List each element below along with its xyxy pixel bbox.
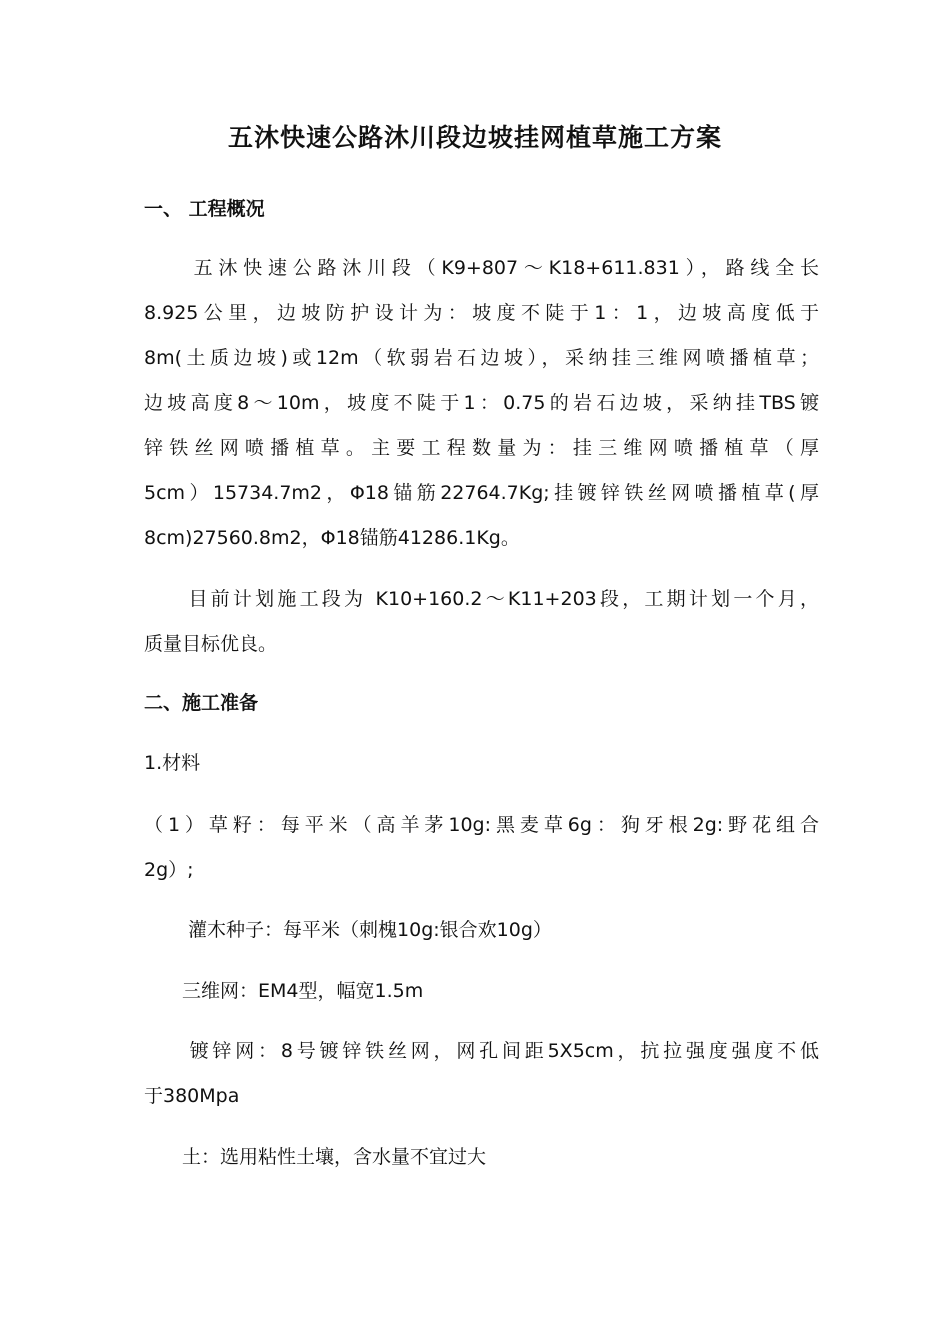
document-title: 五沐快速公路沐川段边坡挂网植草施工方案 xyxy=(227,123,722,152)
text-line: 锌铁丝网喷播植草。主要工程数量为：挂三维网喷播植草（厚 xyxy=(144,437,819,459)
soil-paragraph xyxy=(144,1135,819,1180)
text-line: 灌木种子：每平米（刺槐10g:银合欢10g） xyxy=(144,919,552,941)
text-line: 边坡高度8～10m，坡度不陡于1：0.75的岩石边坡，采纳挂TBS镀 xyxy=(144,392,819,414)
text-line: 质量目标优良。 xyxy=(144,633,278,655)
subheading-materials xyxy=(144,741,819,786)
text-line: 8.925公里，边坡防护设计为：坡度不陡于1：1，边坡高度低于 xyxy=(144,302,819,324)
overview-paragraph xyxy=(144,246,819,561)
text-line: 2g）; xyxy=(144,859,194,881)
text-line: 土：选用粘性土壤，含水量不宜过大 xyxy=(144,1146,487,1168)
section-heading-overview: 一、 工程概况 xyxy=(144,198,265,220)
3d-net-paragraph xyxy=(144,969,819,1014)
text-line: 1.材料 xyxy=(144,752,201,774)
text-line: 5cm）15734.7m2，Φ18锚筋22764.7Kg;挂镀锌铁丝网喷播植草(厚 xyxy=(144,482,819,504)
text-line: 8cm)27560.8m2，Φ18锚筋41286.1Kg。 xyxy=(144,527,520,549)
text-line: （1）草籽：每平米（高羊茅10g:黑麦草6g：狗牙根2g:野花组合 xyxy=(144,814,819,836)
text-line: 镀锌网：8号镀锌铁丝网，网孔间距5X5cm，抗拉强度强度不低 xyxy=(144,1040,819,1062)
grass-seed-paragraph xyxy=(144,803,819,893)
text-line: 五沐快速公路沐川段（K9+807～K18+611.831），路线全长 xyxy=(144,257,819,279)
shrub-seed-paragraph xyxy=(144,908,819,953)
text-line: 目前计划施工段为 K10+160.2～K11+203段，工期计划一个月， xyxy=(144,588,819,610)
text-line: 8m(土质边坡)或12m（软弱岩石边坡），采纳挂三维网喷播植草； xyxy=(144,347,819,369)
text-line: 三维网：EM4型，幅宽1.5m xyxy=(144,980,424,1002)
galvanized-net-paragraph xyxy=(144,1029,819,1119)
section-heading-preparation: 二、施工准备 xyxy=(144,692,259,714)
schedule-paragraph xyxy=(144,577,819,667)
text-line: 于380Mpa xyxy=(144,1085,240,1107)
